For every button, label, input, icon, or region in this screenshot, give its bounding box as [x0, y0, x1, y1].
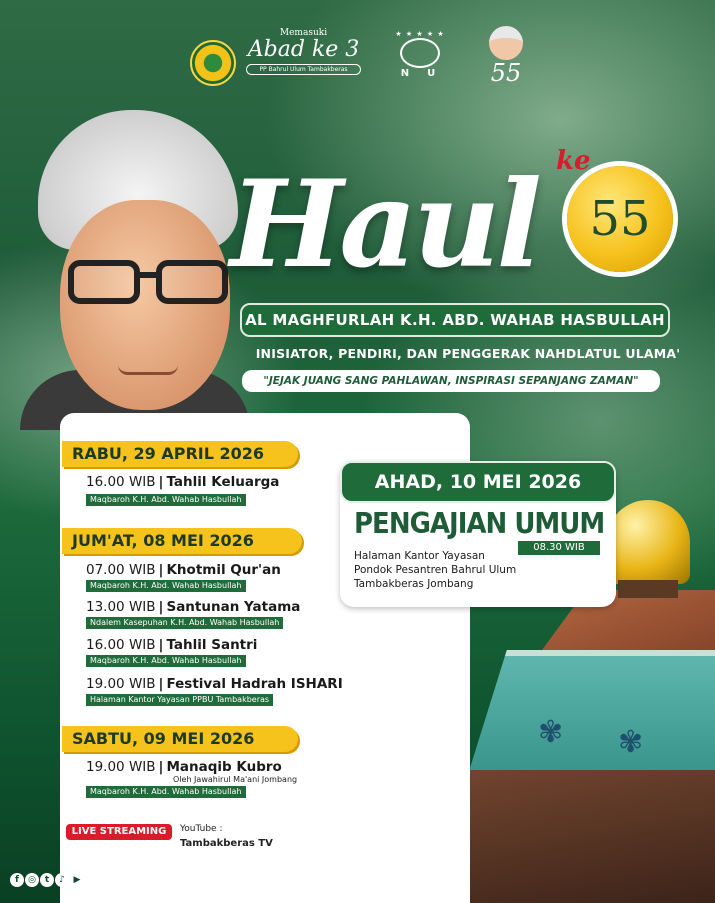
streaming-platform: YouTube : [180, 824, 223, 834]
abad-sub: PP Bahrul Ulum Tambakberas [246, 64, 361, 75]
haul-title: Haul [230, 154, 538, 295]
ornament-icon: ✾ [618, 725, 644, 760]
address-line: Tambakberas Jombang [354, 578, 474, 590]
instagram-icon[interactable]: ◎ [25, 873, 39, 887]
event: 19.00 WIB | Manaqib Kubro [86, 759, 282, 775]
abad-small: Memasuki [279, 28, 328, 38]
abad-big: Abad ke 3 [247, 37, 360, 62]
globe-icon [400, 38, 440, 68]
globe-web-icon [168, 873, 182, 887]
abad-ke-3-logo [246, 28, 361, 75]
address-line: Halaman Kantor Yayasan [354, 550, 485, 562]
haul-ke: ke [556, 146, 591, 176]
event-title: Khotmil Qur'an [166, 562, 281, 578]
main-event-box [340, 461, 616, 607]
event: 16.00 WIB | Tahlil Santri [86, 637, 258, 653]
event-title: Santunan Yatama [166, 599, 301, 615]
nu-logo [372, 30, 468, 86]
footer-bar [0, 869, 305, 893]
tagline: "JEJAK JUANG SANG PAHLAWAN, INSPIRASI SEPANJANG ZAMAN" [242, 370, 660, 392]
main-event-title: PENGAJIAN UMUM [354, 507, 605, 541]
live-streaming-badge: LIVE STREAMING [66, 824, 172, 840]
event-title: Festival Hadrah ISHARI [166, 676, 343, 692]
event-venue: Maqbaroh K.H. Abd. Wahab Hasbullah [86, 655, 246, 667]
haul-number-badge: 55 [567, 166, 673, 272]
address-line: Pondok Pesantren Bahrul Ulum [354, 564, 517, 576]
event-venue: Ndalem Kasepuhan K.H. Abd. Wahab Hasbullah [86, 617, 283, 629]
event-time: 19.00 WIB [86, 676, 156, 692]
day-label: JUM'AT, 08 MEI 2026 [62, 528, 302, 554]
glasses-bridge [138, 272, 158, 278]
main-event-date: AHAD, 10 MEI 2026 [340, 461, 616, 503]
nu-letters: NU [400, 68, 454, 79]
kh-wahab-portrait [20, 110, 250, 410]
twitter-icon[interactable]: t [40, 873, 54, 887]
website-link[interactable]: www.tambakberas.com [186, 874, 298, 885]
event-time: 13.00 WIB [86, 599, 156, 615]
golden-dome [606, 500, 690, 584]
event-venue: Halaman Kantor Yayasan PPBU Tambakberas [86, 694, 273, 706]
event-time: 16.00 WIB [86, 474, 156, 490]
glasses-lens-left [68, 260, 140, 304]
social-handle[interactable]: Tambakberas TV [86, 874, 165, 885]
event-title: Tahlil Keluarga [166, 474, 280, 490]
event: 13.00 WIB | Santunan Yatama [86, 599, 301, 615]
event-performer: Oleh Jawahirul Ma'ani Jombang [173, 775, 298, 784]
facebook-icon[interactable]: f [10, 873, 24, 887]
glasses-lens-right [156, 260, 228, 304]
portrait-mini-icon [489, 26, 523, 60]
event: 16.00 WIB | Tahlil Keluarga [86, 474, 280, 490]
event-title: Tahlil Santri [166, 637, 258, 653]
ornament-icon: ✾ [538, 715, 564, 750]
event-time: 19.00 WIB [86, 759, 156, 775]
event: 19.00 WIB | Festival Hadrah ISHARI [86, 676, 343, 692]
main-event-address [354, 549, 524, 591]
haul-55-logo-number: 55 [490, 59, 522, 87]
event-title: Manaqib Kubro [166, 759, 282, 775]
main-event-time: 08.30 WIB [518, 541, 600, 555]
honoree-name: AL MAGHFURLAH K.H. ABD. WAHAB HASBULLAH [240, 303, 670, 337]
stars-icon: ★ ★ ★ ★ ★ [395, 30, 445, 38]
pesantren-seal-icon [190, 40, 236, 86]
portrait-mouth [118, 365, 178, 375]
logo-row [0, 14, 715, 87]
haul-55-logo [480, 26, 532, 90]
event-venue: Maqbaroh K.H. Abd. Wahab Hasbullah [86, 786, 246, 798]
portrait-face [60, 200, 230, 410]
tiktok-icon[interactable]: ♪ [55, 873, 69, 887]
event-venue: Maqbaroh K.H. Abd. Wahab Hasbullah [86, 580, 246, 592]
day-label: RABU, 29 APRIL 2026 [62, 441, 298, 467]
event-time: 07.00 WIB [86, 562, 156, 578]
portrait-glasses [68, 260, 228, 304]
event-time: 16.00 WIB [86, 637, 156, 653]
dome-base [618, 580, 678, 598]
honoree-subtitle: INISIATOR, PENDIRI, DAN PENGGERAK NAHDLATUL ULAMA' [255, 346, 681, 361]
youtube-icon[interactable]: ▶ [70, 873, 84, 887]
streaming-channel[interactable]: Tambakberas TV [180, 838, 273, 849]
event: 07.00 WIB | Khotmil Qur'an [86, 562, 281, 578]
event-venue: Maqbaroh K.H. Abd. Wahab Hasbullah [86, 494, 246, 506]
day-label: SABTU, 09 MEI 2026 [62, 726, 298, 752]
